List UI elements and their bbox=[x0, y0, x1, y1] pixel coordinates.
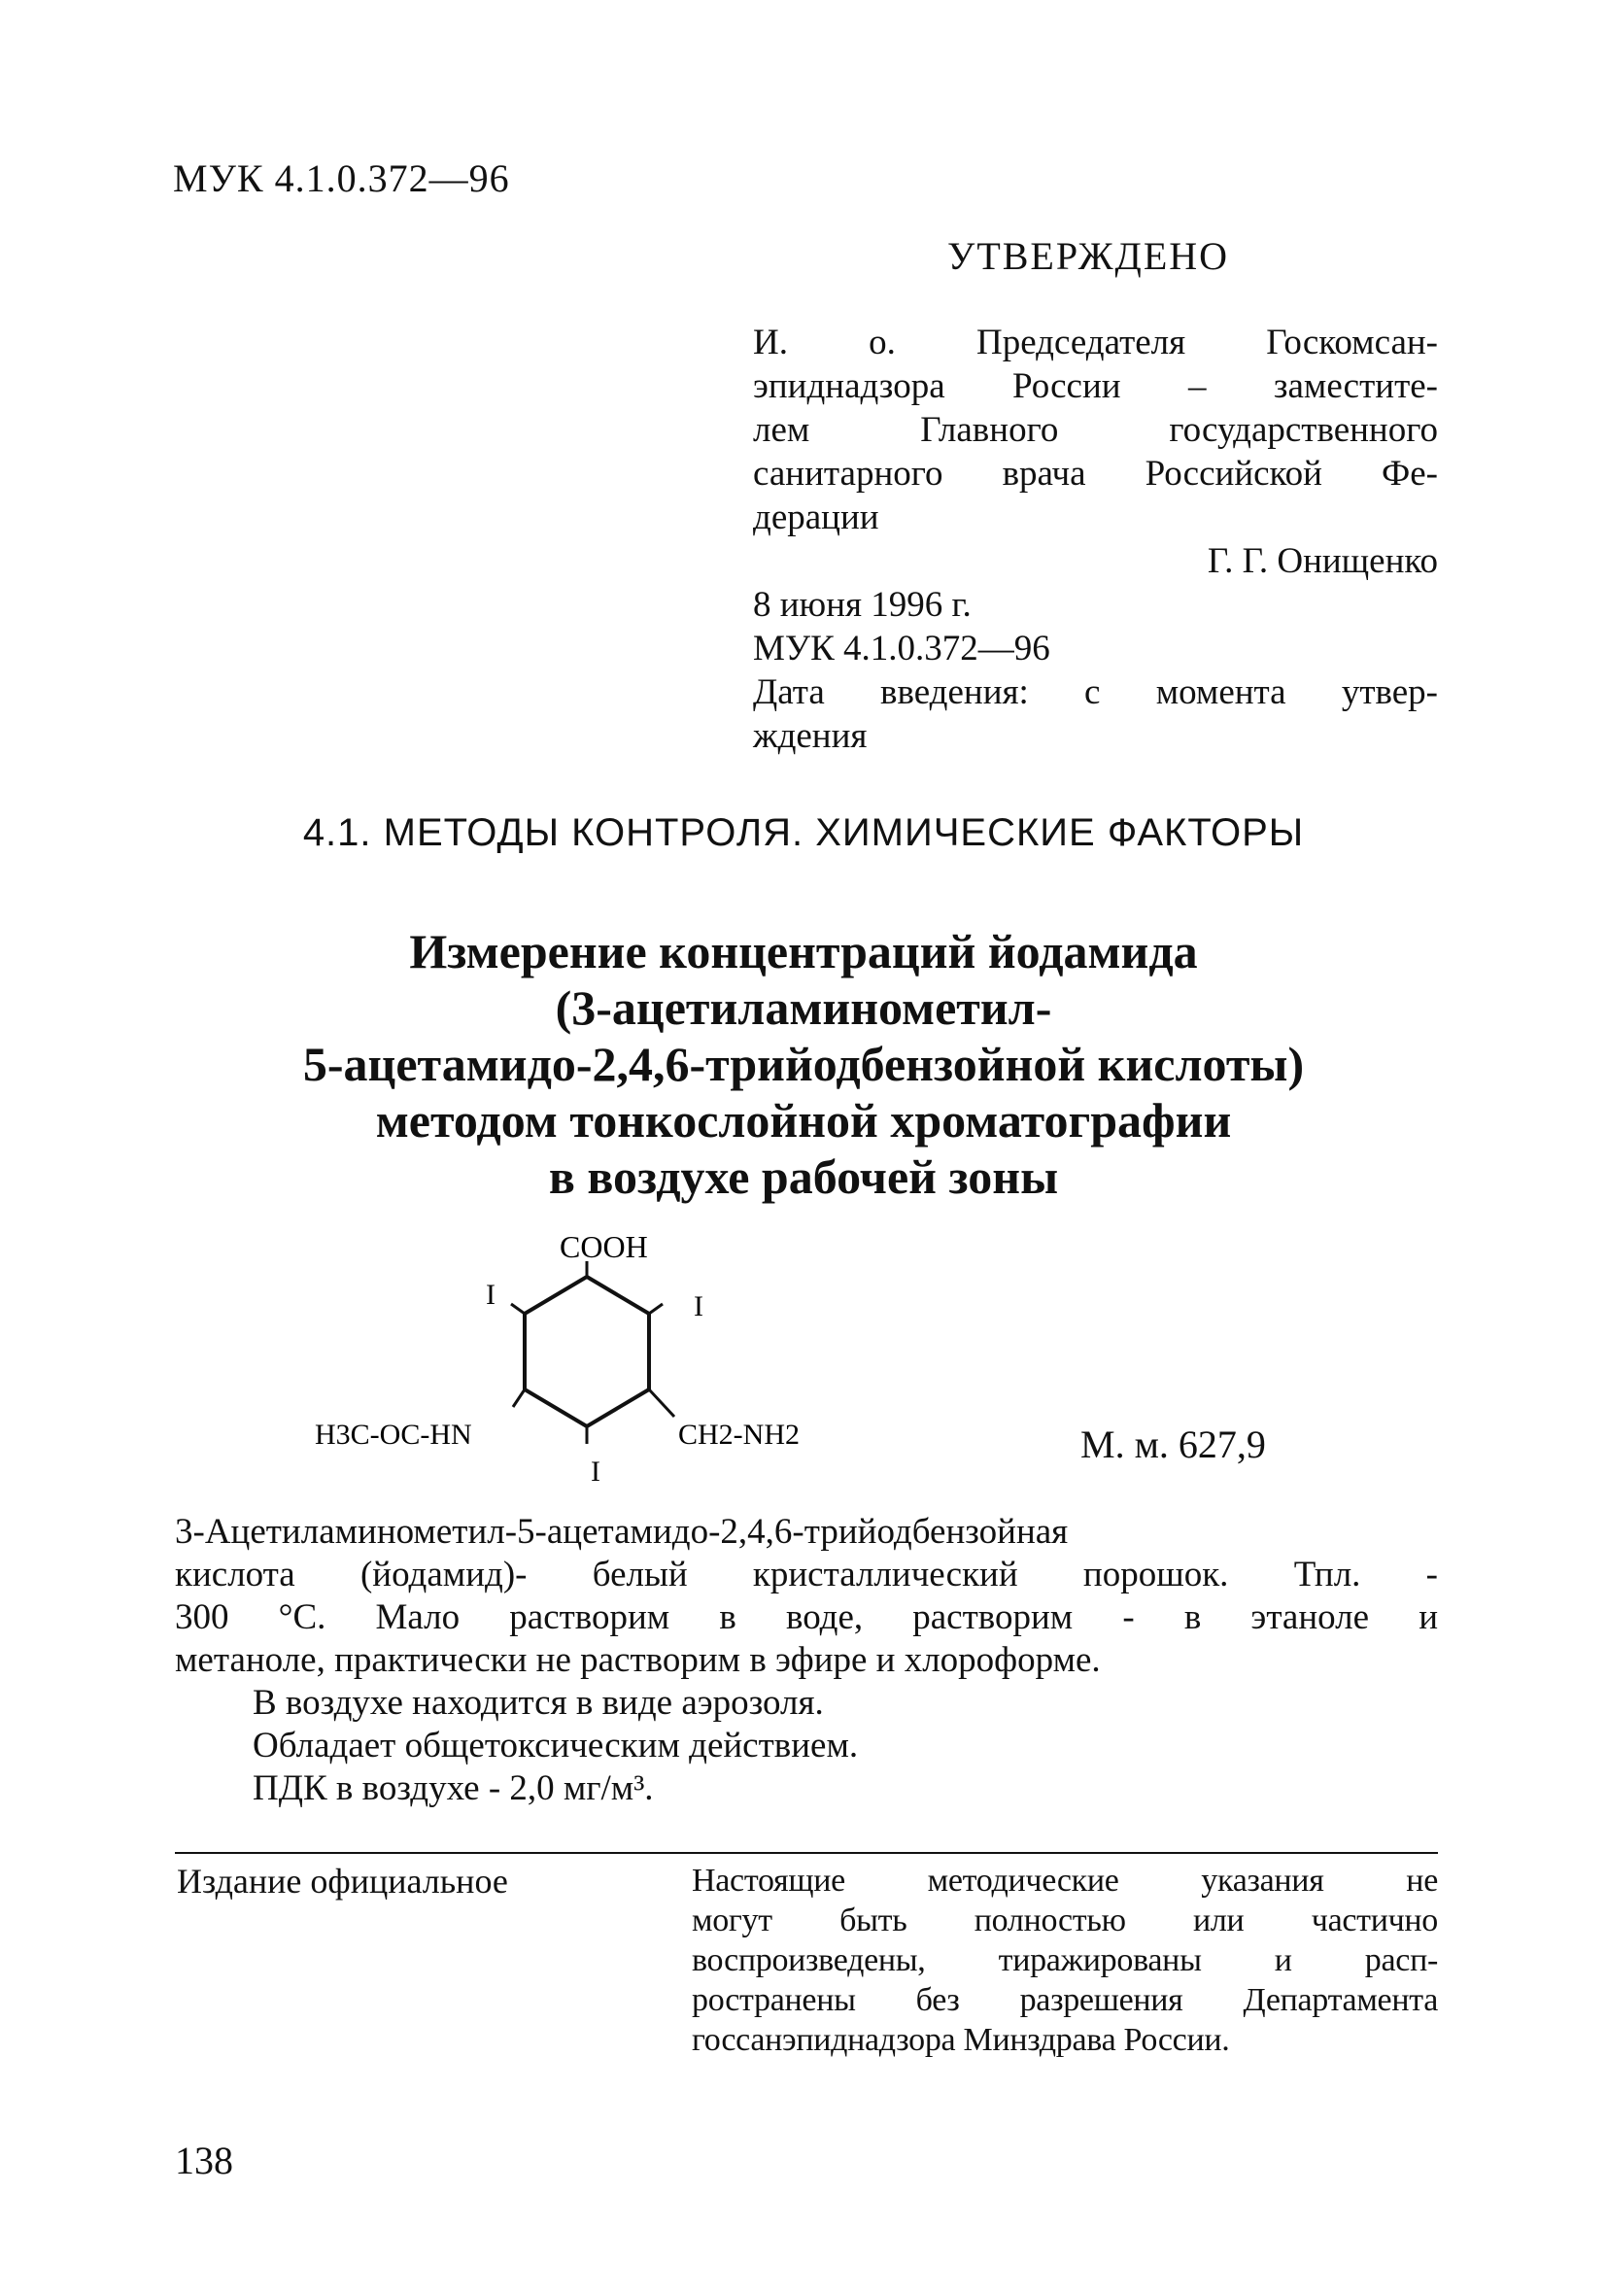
approval-block bbox=[753, 321, 1438, 758]
official-edition-label: Издание официальное bbox=[177, 1862, 508, 1901]
approval-signatory: Г. Г. Онищенко bbox=[1207, 541, 1438, 581]
main-title bbox=[0, 923, 1607, 1205]
approval-code: МУК 4.1.0.372—96 bbox=[753, 629, 1050, 668]
introduction-date-line: ждения bbox=[753, 716, 868, 756]
main-title-line: (3-ацетиламинометил- bbox=[555, 980, 1052, 1035]
approval-date: 8 июня 1996 г. bbox=[753, 585, 972, 625]
pdk-note: ПДК в воздухе - 2,0 мг/м³. bbox=[253, 1768, 654, 1808]
substance-description bbox=[175, 1511, 1438, 1810]
description-line: кислота (йодамид)- белый кристаллический порошок. Тпл. - bbox=[175, 1555, 1438, 1594]
carboxyl-group-label: COOH bbox=[560, 1229, 648, 1264]
footer-divider bbox=[175, 1852, 1438, 1854]
approval-line: дерации bbox=[753, 497, 879, 537]
notice-line: ространены без разрешения Департамента bbox=[692, 1982, 1438, 2018]
approval-title: УТВЕРЖДЕНО bbox=[947, 234, 1230, 278]
approval-line: лем Главного государственного bbox=[753, 410, 1438, 450]
main-title-line: 5-ацетамидо-2,4,6-трийодбензойной кислоты) bbox=[302, 1037, 1305, 1091]
page-number: 138 bbox=[175, 2139, 233, 2182]
aerosol-note: В воздухе находится в виде аэрозоля. bbox=[253, 1683, 824, 1723]
document-code: МУК 4.1.0.372—96 bbox=[173, 156, 510, 200]
approval-line: эпиднадзора России – заместите- bbox=[753, 366, 1438, 406]
copyright-notice bbox=[692, 1861, 1438, 2060]
description-line: 300 °С. Мало растворим в воде, растворим - в этаноле и bbox=[175, 1597, 1438, 1637]
iodine-label: I bbox=[591, 1456, 600, 1488]
benzene-ring bbox=[525, 1277, 649, 1426]
approval-line: И. о. Председателя Госкомсан- bbox=[753, 323, 1438, 362]
aminomethyl-group-label: CH2-NH2 bbox=[678, 1419, 800, 1451]
notice-line: госсанэпиднадзора Минздрава России. bbox=[692, 2022, 1230, 2058]
notice-line: могут быть полностью или частично bbox=[692, 1902, 1438, 1938]
approval-line: санитарного врача Российской Фе- bbox=[753, 454, 1438, 494]
main-title-line: методом тонкослойной хроматографии bbox=[375, 1093, 1232, 1148]
iodine-label: I bbox=[486, 1279, 496, 1311]
notice-line: Настоящие методические указания не bbox=[692, 1863, 1438, 1899]
introduction-date-line: Дата введения: с момента утвер- bbox=[753, 672, 1438, 712]
structural-formula bbox=[311, 1226, 855, 1518]
notice-line: воспроизведены, тиражированы и расп- bbox=[692, 1942, 1438, 1978]
acetylamino-group-label: H3C-OC-HN bbox=[315, 1419, 472, 1451]
description-line: метаноле, практически не растворим в эфире и хлороформе. bbox=[175, 1640, 1101, 1680]
main-title-line: Измерение концентраций йодамида bbox=[409, 924, 1198, 978]
toxicity-note: Обладает общетоксическим действием. bbox=[253, 1726, 859, 1765]
iodine-label: I bbox=[694, 1290, 703, 1322]
molecular-mass: М. м. 627,9 bbox=[1080, 1422, 1266, 1466]
main-title-line: в воздухе рабочей зоны bbox=[548, 1149, 1059, 1204]
description-line: 3-Ацетиламинометил-5-ацетамидо-2,4,6-трийодбензойная bbox=[175, 1512, 1069, 1552]
section-title: 4.1. МЕТОДЫ КОНТРОЛЯ. ХИМИЧЕСКИЕ ФАКТОРЫ bbox=[302, 811, 1305, 854]
